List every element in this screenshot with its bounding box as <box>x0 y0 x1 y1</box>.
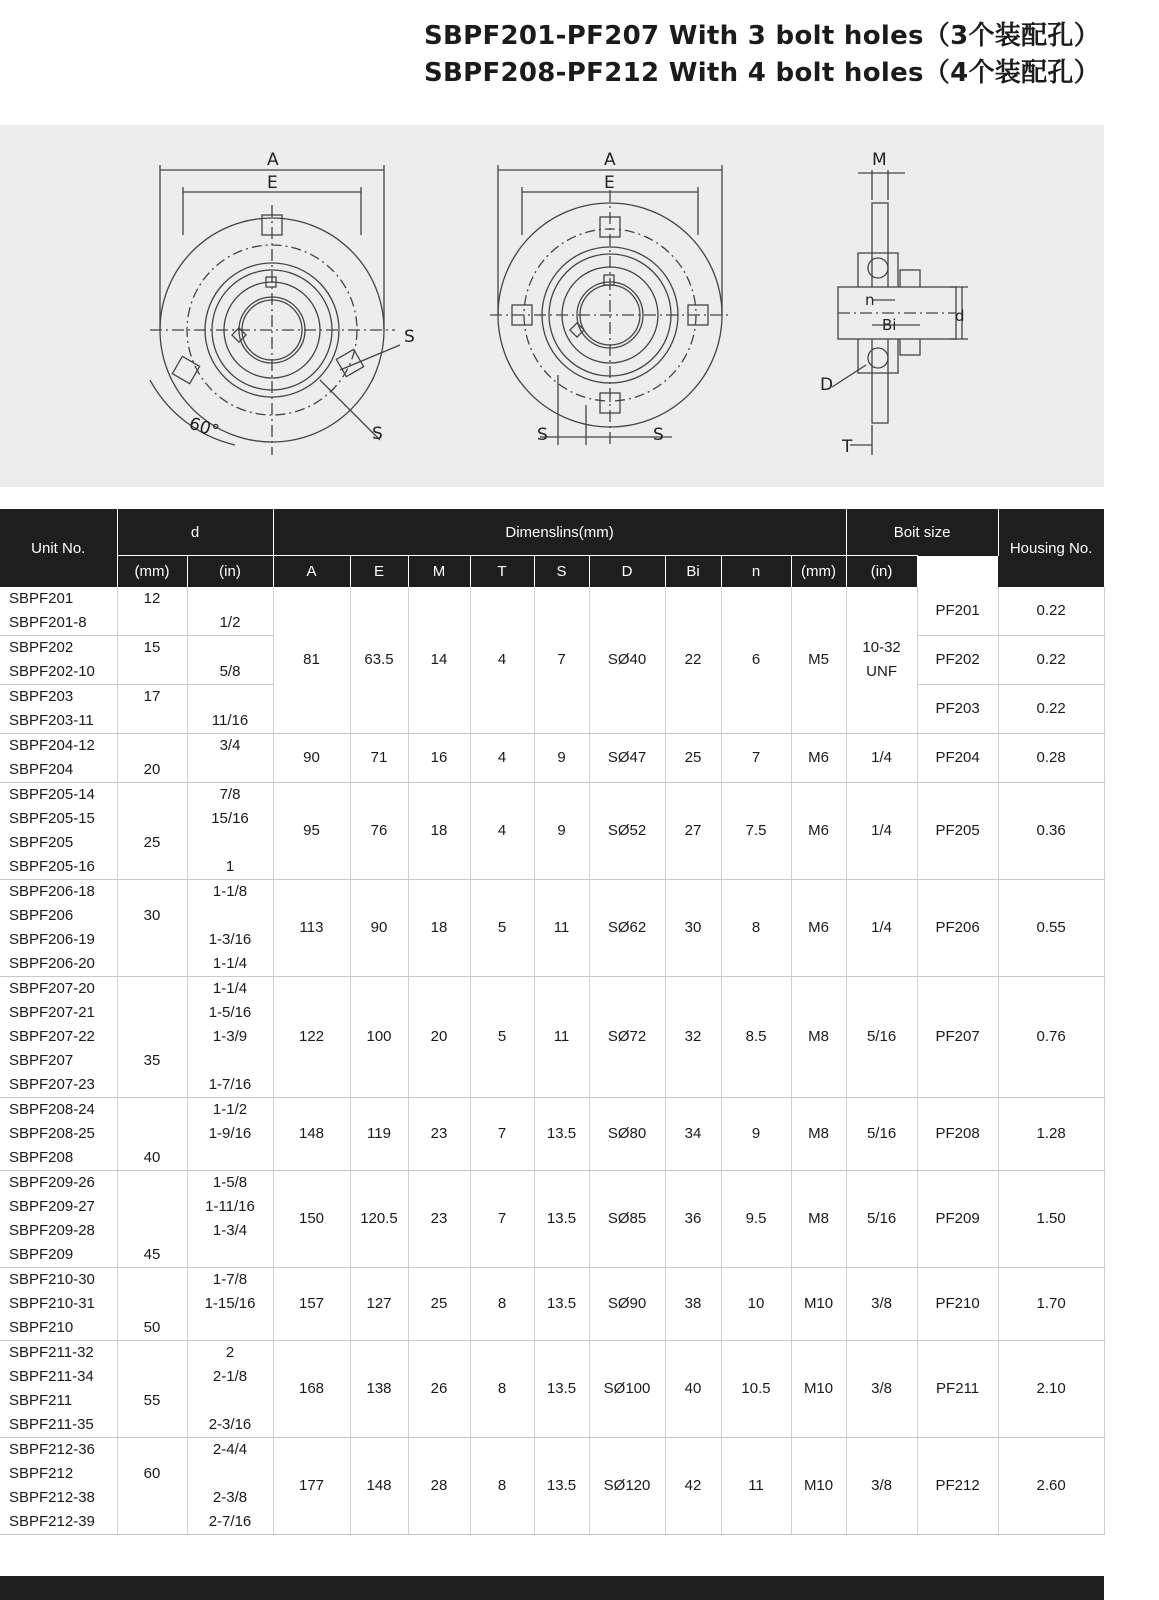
dim-a-cell: 95 <box>273 783 350 880</box>
dim-e-cell: 100 <box>350 977 408 1098</box>
bolt-in-cell: 5/16 <box>846 977 917 1098</box>
dim-a-cell: 113 <box>273 880 350 977</box>
unit-no-cell: SBPF209-26 <box>0 1171 117 1196</box>
weight-cell: 0.22 <box>998 685 1104 734</box>
dim-n-cell: 8 <box>721 880 791 977</box>
header-Bi: Bi <box>665 556 721 588</box>
housing-cell: PF205 <box>917 783 998 880</box>
weight-cell: 0.22 <box>998 636 1104 685</box>
header-T: T <box>470 556 534 588</box>
d-in-cell <box>187 1316 273 1341</box>
table-row <box>0 1098 1104 1123</box>
header-S: S <box>534 556 589 588</box>
table-row <box>0 1341 1104 1366</box>
unit-no-cell: SBPF212 <box>0 1462 117 1486</box>
d-mm-cell <box>117 1438 187 1463</box>
dim-s-cell: 13.5 <box>534 1341 589 1438</box>
dim-m-cell: 14 <box>408 587 470 734</box>
label-n: n <box>865 291 875 309</box>
unit-no-cell: SBPF209-28 <box>0 1219 117 1243</box>
bolt-in-cell: 5/16 <box>846 1171 917 1268</box>
dim-n-cell: 10 <box>721 1268 791 1341</box>
header-unit-no: Unit No. <box>0 509 117 587</box>
label-E-1: E <box>267 173 278 193</box>
dim-t-cell: 8 <box>470 1438 534 1535</box>
page-titles <box>424 18 1100 92</box>
unit-no-cell: SBPF204 <box>0 758 117 783</box>
unit-no-cell: SBPF209 <box>0 1243 117 1268</box>
weight-cell: 0.22 <box>998 587 1104 636</box>
table-row <box>0 1268 1104 1293</box>
dim-a-cell: 122 <box>273 977 350 1098</box>
unit-no-cell: SBPF205-16 <box>0 855 117 880</box>
dim-d-cell: SØ85 <box>589 1171 665 1268</box>
label-S-4: S <box>653 425 664 445</box>
d-in-cell: 2-3/8 <box>187 1486 273 1510</box>
dim-d-cell: SØ80 <box>589 1098 665 1171</box>
d-mm-cell: 17 <box>117 685 187 710</box>
unit-no-cell: SBPF205 <box>0 831 117 855</box>
d-in-cell <box>187 904 273 928</box>
unit-no-cell: SBPF207-22 <box>0 1025 117 1049</box>
housing-cell: PF206 <box>917 880 998 977</box>
four-bolt-view <box>490 165 730 445</box>
bolt-mm-cell: M5 <box>791 587 846 734</box>
d-mm-cell: 50 <box>117 1316 187 1341</box>
dim-bi-cell: 25 <box>665 734 721 783</box>
d-mm-cell <box>117 1195 187 1219</box>
table-row <box>0 880 1104 905</box>
d-in-cell: 1-11/16 <box>187 1195 273 1219</box>
dim-e-cell: 119 <box>350 1098 408 1171</box>
housing-cell: PF209 <box>917 1171 998 1268</box>
dim-n-cell: 10.5 <box>721 1341 791 1438</box>
label-S-2: S <box>372 424 383 444</box>
label-A-2: A <box>604 150 616 170</box>
unit-no-cell: SBPF211-34 <box>0 1365 117 1389</box>
unit-no-cell: SBPF202 <box>0 636 117 661</box>
dim-bi-cell: 42 <box>665 1438 721 1535</box>
d-mm-cell: 60 <box>117 1462 187 1486</box>
d-mm-cell <box>117 1001 187 1025</box>
spec-table: Unit No. d Dimenslins(mm) Boit size Housing No. Weinght kg (mm) (in) A E M T S D Bi n (mm) (in) SBPF201 12 81 63.5 14 4 7 SØ40 22 6 M5 10-32 UNF PF201 0.22 SBPF201-8 1/2 SBPF202 15 PF202 0.22 SBPF202-10 5/8 SBPF203 17 PF203 0.22 SBPF203-11 11/16 SBPF204-12 3/4 90 71 16 4 9 SØ47 25 7 M6 1/4 PF204 0.28 SBPF204 20 SBPF205-14 7/8 95 76 18 4 9 SØ52 27 7.5 M6 1/4 PF205 0.36 SBPF205-15 15/16 SBPF205 25 SBPF205-16 1 SBPF206-18 1-1/8 113 90 18 5 11 SØ62 30 8 M6 1/4 PF206 0.55 SBPF206 30 SBPF206-19 1-3/16 SBPF206-20 1-1/4 SBPF207-20 1-1/4 122 100 20 5 11 SØ72 32 8.5 M8 5/16 PF207 0.76 SBPF207-21 1-5/16 SBPF207-22 1-3/9 SBPF207 35 SBPF207-23 1-7/16 SBPF208-24 1-1/2 148 119 23 7 13.5 SØ80 34 9 M8 5/16 PF208 1.28 SBPF208-25 1-9/16 SBPF208 40 SBPF209-26 1-5/8 150 120.5 23 7 13.5 SØ85 36 9.5 M8 5/16 PF209 1.50 SBPF209-27 1-11/16 SBPF209-28 1-3/4 SBPF209 45 SBPF210-30 1-7/8 157 127 25 8 13.5 SØ90 38 10 M10 3/8 PF210 1.70 SBPF210-31 1-15/16 SBPF210 50 SBPF211-32 2 168 138 26 8 13.5 SØ100 40 10.5 M10 3/8 PF211 2.10 SBPF211-34 2-1/8 SBPF211 55 SBPF211-35 2-3/16 SBPF212-36 2-4/4 177 148 28 8 13.5 SØ120 42 11 M10 3/8 PF212 2.60 SBPF212 60 SBPF212-38 2-3/8 SBPF212-39 2-7/16 <box>0 509 1105 1535</box>
d-mm-cell <box>117 1073 187 1098</box>
dim-t-cell: 7 <box>470 1098 534 1171</box>
dim-t-cell: 8 <box>470 1268 534 1341</box>
dim-a-cell: 168 <box>273 1341 350 1438</box>
d-in-cell: 11/16 <box>187 709 273 734</box>
d-mm-cell <box>117 611 187 636</box>
dim-bi-cell: 36 <box>665 1171 721 1268</box>
d-mm-cell <box>117 952 187 977</box>
dim-s-cell: 11 <box>534 880 589 977</box>
dim-e-cell: 63.5 <box>350 587 408 734</box>
bolt-in-cell: 10-32 UNF <box>846 587 917 734</box>
unit-no-cell: SBPF212-36 <box>0 1438 117 1463</box>
d-in-cell <box>187 758 273 783</box>
d-in-cell: 2-3/16 <box>187 1413 273 1438</box>
dim-n-cell: 11 <box>721 1438 791 1535</box>
dim-t-cell: 5 <box>470 977 534 1098</box>
three-bolt-view <box>150 165 400 455</box>
dim-a-cell: 148 <box>273 1098 350 1171</box>
weight-cell: 2.60 <box>998 1438 1104 1535</box>
d-in-cell <box>187 1146 273 1171</box>
d-mm-cell <box>117 1365 187 1389</box>
housing-cell: PF210 <box>917 1268 998 1341</box>
d-mm-cell: 35 <box>117 1049 187 1073</box>
d-in-cell: 2 <box>187 1341 273 1366</box>
dim-e-cell: 148 <box>350 1438 408 1535</box>
bolt-in-cell: 3/8 <box>846 1341 917 1438</box>
d-mm-cell <box>117 807 187 831</box>
bolt-mm-cell: M6 <box>791 783 846 880</box>
unit-no-cell: SBPF201 <box>0 587 117 611</box>
label-S-3: S <box>537 425 548 445</box>
header-E: E <box>350 556 408 588</box>
d-mm-cell <box>117 783 187 808</box>
footer-bar <box>0 1576 1104 1600</box>
d-in-cell <box>187 1243 273 1268</box>
bolt-mm-cell: M8 <box>791 977 846 1098</box>
bolt-mm-cell: M10 <box>791 1341 846 1438</box>
housing-cell: PF208 <box>917 1098 998 1171</box>
dim-s-cell: 9 <box>534 783 589 880</box>
unit-no-cell: SBPF212-39 <box>0 1510 117 1535</box>
unit-no-cell: SBPF210-30 <box>0 1268 117 1293</box>
bolt-mm-cell: M8 <box>791 1171 846 1268</box>
d-in-cell: 1-7/8 <box>187 1268 273 1293</box>
unit-no-cell: SBPF207-20 <box>0 977 117 1002</box>
unit-no-cell: SBPF204-12 <box>0 734 117 759</box>
dim-n-cell: 6 <box>721 587 791 734</box>
unit-no-cell: SBPF208 <box>0 1146 117 1171</box>
d-in-cell: 2-1/8 <box>187 1365 273 1389</box>
title-line-1: SBPF201-PF207 With 3 bolt holes（3个装配孔） <box>423 21 1100 51</box>
d-mm-cell <box>117 709 187 734</box>
header-M: M <box>408 556 470 588</box>
housing-cell: PF207 <box>917 977 998 1098</box>
dim-s-cell: 13.5 <box>534 1438 589 1535</box>
unit-no-cell: SBPF211 <box>0 1389 117 1413</box>
dim-bi-cell: 27 <box>665 783 721 880</box>
d-in-cell: 1-15/16 <box>187 1292 273 1316</box>
dim-e-cell: 138 <box>350 1341 408 1438</box>
label-A-1: A <box>267 150 279 170</box>
d-mm-cell: 30 <box>117 904 187 928</box>
dim-n-cell: 9.5 <box>721 1171 791 1268</box>
d-mm-cell: 45 <box>117 1243 187 1268</box>
d-mm-cell <box>117 1219 187 1243</box>
header-bolt-in: (in) <box>846 556 917 588</box>
label-E-2: E <box>604 173 615 193</box>
d-in-cell <box>187 1049 273 1073</box>
header-A: A <box>273 556 350 588</box>
dim-bi-cell: 30 <box>665 880 721 977</box>
weight-cell: 0.28 <box>998 734 1104 783</box>
unit-no-cell: SBPF202-10 <box>0 660 117 685</box>
dim-e-cell: 76 <box>350 783 408 880</box>
dim-n-cell: 9 <box>721 1098 791 1171</box>
unit-no-cell: SBPF210 <box>0 1316 117 1341</box>
header-housing-no: Housing No. <box>998 509 1104 587</box>
unit-no-cell: SBPF211-32 <box>0 1341 117 1366</box>
d-mm-cell <box>117 660 187 685</box>
dim-t-cell: 4 <box>470 783 534 880</box>
d-mm-cell <box>117 1025 187 1049</box>
table-row <box>0 734 1104 759</box>
housing-cell: PF203 <box>917 685 998 734</box>
d-in-cell: 15/16 <box>187 807 273 831</box>
d-in-cell: 2-4/4 <box>187 1438 273 1463</box>
label-M: M <box>872 150 887 170</box>
unit-no-cell: SBPF210-31 <box>0 1292 117 1316</box>
d-in-cell <box>187 685 273 710</box>
d-mm-cell <box>117 855 187 880</box>
unit-no-cell: SBPF203 <box>0 685 117 710</box>
housing-cell: PF201 <box>917 587 998 636</box>
dim-s-cell: 13.5 <box>534 1268 589 1341</box>
d-mm-cell <box>117 1341 187 1366</box>
dim-t-cell: 5 <box>470 880 534 977</box>
d-mm-cell <box>117 1292 187 1316</box>
technical-drawing-panel <box>0 125 1104 487</box>
bolt-in-cell: 3/8 <box>846 1438 917 1535</box>
unit-no-cell: SBPF206-18 <box>0 880 117 905</box>
bolt-mm-cell: M8 <box>791 1098 846 1171</box>
header-bolt-mm: (mm) <box>791 556 846 588</box>
unit-no-cell: SBPF208-24 <box>0 1098 117 1123</box>
d-in-cell: 1-3/4 <box>187 1219 273 1243</box>
unit-no-cell: SBPF212-38 <box>0 1486 117 1510</box>
unit-no-cell: SBPF201-8 <box>0 611 117 636</box>
weight-cell: 0.76 <box>998 977 1104 1098</box>
dim-a-cell: 90 <box>273 734 350 783</box>
unit-no-cell: SBPF205-15 <box>0 807 117 831</box>
unit-no-cell: SBPF211-35 <box>0 1413 117 1438</box>
dim-e-cell: 71 <box>350 734 408 783</box>
bolt-in-cell: 5/16 <box>846 1098 917 1171</box>
d-mm-cell <box>117 734 187 759</box>
dim-d-cell: SØ62 <box>589 880 665 977</box>
unit-no-cell: SBPF207-23 <box>0 1073 117 1098</box>
d-in-cell: 1-9/16 <box>187 1122 273 1146</box>
unit-no-cell: SBPF209-27 <box>0 1195 117 1219</box>
dim-e-cell: 127 <box>350 1268 408 1341</box>
unit-no-cell: SBPF207-21 <box>0 1001 117 1025</box>
dim-d-cell: SØ90 <box>589 1268 665 1341</box>
housing-cell: PF202 <box>917 636 998 685</box>
dim-m-cell: 25 <box>408 1268 470 1341</box>
bolt-in-cell: 1/4 <box>846 783 917 880</box>
d-in-cell: 1-3/16 <box>187 928 273 952</box>
d-in-cell <box>187 587 273 611</box>
d-in-cell: 1-1/2 <box>187 1098 273 1123</box>
weight-cell: 0.36 <box>998 783 1104 880</box>
dim-n-cell: 7 <box>721 734 791 783</box>
d-in-cell: 1-5/8 <box>187 1171 273 1196</box>
label-S-1: S <box>404 327 415 347</box>
unit-no-cell: SBPF208-25 <box>0 1122 117 1146</box>
weight-cell: 1.28 <box>998 1098 1104 1171</box>
d-in-cell <box>187 1462 273 1486</box>
dim-s-cell: 13.5 <box>534 1171 589 1268</box>
dim-d-cell: SØ120 <box>589 1438 665 1535</box>
dim-m-cell: 26 <box>408 1341 470 1438</box>
d-in-cell: 1-1/4 <box>187 977 273 1002</box>
header-D: D <box>589 556 665 588</box>
d-mm-cell: 40 <box>117 1146 187 1171</box>
table-row <box>0 1438 1104 1463</box>
weight-cell: 1.70 <box>998 1268 1104 1341</box>
unit-no-cell: SBPF203-11 <box>0 709 117 734</box>
bolt-in-cell: 1/4 <box>846 880 917 977</box>
label-d: d <box>955 307 965 325</box>
d-mm-cell <box>117 1413 187 1438</box>
d-in-cell <box>187 636 273 661</box>
d-mm-cell <box>117 977 187 1002</box>
d-in-cell: 3/4 <box>187 734 273 759</box>
dim-t-cell: 8 <box>470 1341 534 1438</box>
d-mm-cell: 15 <box>117 636 187 661</box>
unit-no-cell: SBPF206 <box>0 904 117 928</box>
header-dimensions: Dimenslins(mm) <box>273 509 846 556</box>
d-mm-cell <box>117 880 187 905</box>
bolt-mm-cell: M6 <box>791 880 846 977</box>
dim-n-cell: 7.5 <box>721 783 791 880</box>
d-in-cell <box>187 1389 273 1413</box>
d-mm-cell <box>117 1510 187 1535</box>
dim-m-cell: 23 <box>408 1171 470 1268</box>
unit-no-cell: SBPF206-19 <box>0 928 117 952</box>
d-in-cell: 1-5/16 <box>187 1001 273 1025</box>
d-in-cell: 1 <box>187 855 273 880</box>
d-mm-cell <box>117 1098 187 1123</box>
d-in-cell <box>187 831 273 855</box>
technical-drawing <box>0 125 1104 487</box>
dim-s-cell: 13.5 <box>534 1098 589 1171</box>
dim-t-cell: 4 <box>470 587 534 734</box>
dim-a-cell: 150 <box>273 1171 350 1268</box>
title-line-2: SBPF208-PF212 With 4 bolt holes（4个装配孔） <box>423 58 1100 88</box>
housing-cell: PF212 <box>917 1438 998 1535</box>
label-angle: 60° <box>186 413 222 443</box>
d-mm-cell <box>117 1486 187 1510</box>
dim-a-cell: 157 <box>273 1268 350 1341</box>
dim-e-cell: 90 <box>350 880 408 977</box>
dim-n-cell: 8.5 <box>721 977 791 1098</box>
d-mm-cell: 55 <box>117 1389 187 1413</box>
label-T: T <box>842 437 853 457</box>
d-in-cell: 1-1/4 <box>187 952 273 977</box>
table-row <box>0 1171 1104 1196</box>
dim-e-cell: 120.5 <box>350 1171 408 1268</box>
d-in-cell: 1-7/16 <box>187 1073 273 1098</box>
table-row <box>0 977 1104 1002</box>
dim-bi-cell: 38 <box>665 1268 721 1341</box>
d-in-cell: 1/2 <box>187 611 273 636</box>
weight-cell: 1.50 <box>998 1171 1104 1268</box>
dim-m-cell: 18 <box>408 783 470 880</box>
header-d: d <box>117 509 273 556</box>
table-row <box>0 587 1104 611</box>
d-in-cell: 7/8 <box>187 783 273 808</box>
dim-bi-cell: 22 <box>665 587 721 734</box>
d-mm-cell <box>117 1268 187 1293</box>
d-mm-cell <box>117 928 187 952</box>
dim-m-cell: 16 <box>408 734 470 783</box>
header-n: n <box>721 556 791 588</box>
housing-cell: PF211 <box>917 1341 998 1438</box>
label-D: D <box>820 375 834 395</box>
header-d-in: (in) <box>187 556 273 588</box>
dim-m-cell: 18 <box>408 880 470 977</box>
dim-s-cell: 9 <box>534 734 589 783</box>
bolt-in-cell: 1/4 <box>846 734 917 783</box>
dim-d-cell: SØ52 <box>589 783 665 880</box>
d-mm-cell <box>117 1171 187 1196</box>
side-section-view <box>832 170 968 455</box>
dim-m-cell: 28 <box>408 1438 470 1535</box>
header-d-mm: (mm) <box>117 556 187 588</box>
header-bolt-size: Boit size <box>846 509 998 556</box>
bolt-mm-cell: M10 <box>791 1438 846 1535</box>
bolt-in-cell: 3/8 <box>846 1268 917 1341</box>
dim-d-cell: SØ40 <box>589 587 665 734</box>
spec-table-body <box>0 587 1104 1535</box>
dim-s-cell: 7 <box>534 587 589 734</box>
housing-cell: PF204 <box>917 734 998 783</box>
dim-a-cell: 81 <box>273 587 350 734</box>
dim-d-cell: SØ47 <box>589 734 665 783</box>
dim-t-cell: 7 <box>470 1171 534 1268</box>
unit-no-cell: SBPF207 <box>0 1049 117 1073</box>
weight-cell: 2.10 <box>998 1341 1104 1438</box>
d-mm-cell: 25 <box>117 831 187 855</box>
dim-d-cell: SØ72 <box>589 977 665 1098</box>
dim-t-cell: 4 <box>470 734 534 783</box>
bolt-mm-cell: M6 <box>791 734 846 783</box>
d-in-cell: 1-1/8 <box>187 880 273 905</box>
d-in-cell: 2-7/16 <box>187 1510 273 1535</box>
d-mm-cell: 12 <box>117 587 187 611</box>
dim-a-cell: 177 <box>273 1438 350 1535</box>
table-row <box>0 783 1104 808</box>
dim-m-cell: 23 <box>408 1098 470 1171</box>
d-mm-cell <box>117 1122 187 1146</box>
dim-d-cell: SØ100 <box>589 1341 665 1438</box>
bolt-mm-cell: M10 <box>791 1268 846 1341</box>
dim-s-cell: 11 <box>534 977 589 1098</box>
unit-no-cell: SBPF205-14 <box>0 783 117 808</box>
dim-bi-cell: 34 <box>665 1098 721 1171</box>
weight-cell: 0.55 <box>998 880 1104 977</box>
dim-bi-cell: 32 <box>665 977 721 1098</box>
d-in-cell: 1-3/9 <box>187 1025 273 1049</box>
label-Bi: Bi <box>882 316 897 334</box>
d-mm-cell: 20 <box>117 758 187 783</box>
unit-no-cell: SBPF206-20 <box>0 952 117 977</box>
dim-bi-cell: 40 <box>665 1341 721 1438</box>
d-in-cell: 5/8 <box>187 660 273 685</box>
dim-m-cell: 20 <box>408 977 470 1098</box>
